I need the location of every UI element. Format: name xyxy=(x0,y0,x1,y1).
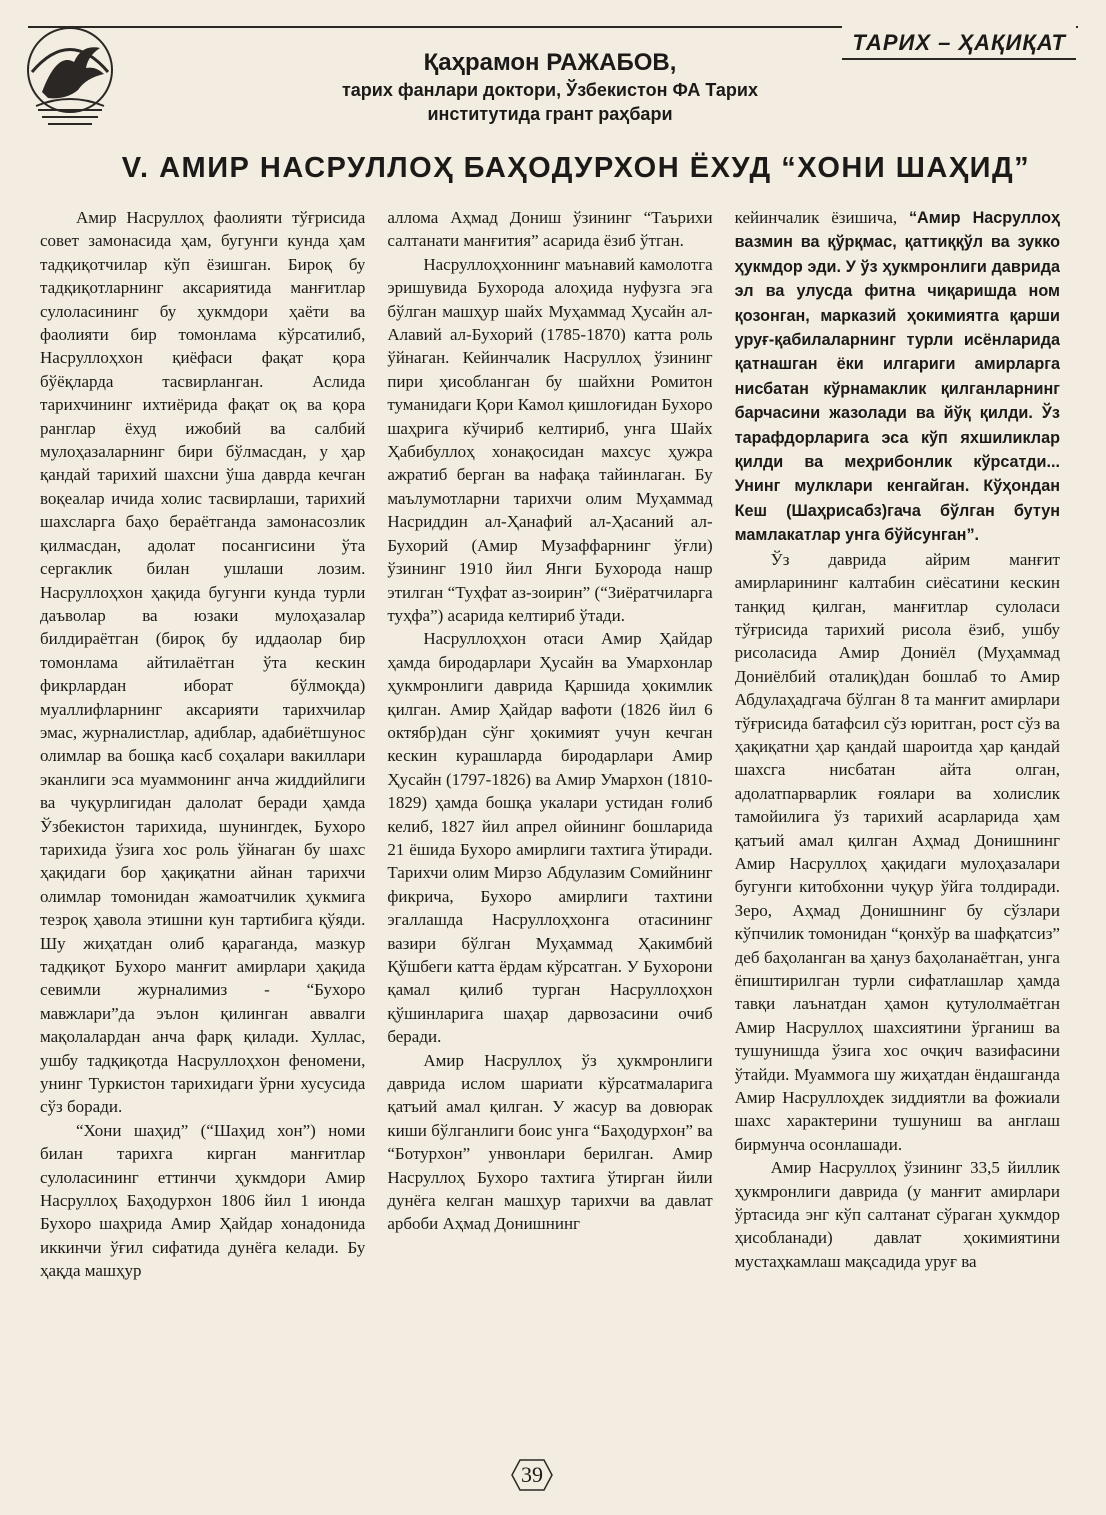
column-2 xyxy=(387,206,712,1456)
author-name: Қаҳрамон РАЖАБОВ, xyxy=(423,49,677,76)
paragraph: “Хони шаҳид” (“Шаҳид хон”) номи билан тарихга кирган манғитлар сулоласининг еттинчи ҳукмдори Амир Насруллоҳ Баҳодурхон 1806 йил 1 июнда Бухоро шаҳрида Амир Ҳайдар хонадонида иккинчи ўғил сифатида дунёга келади. Бу ҳақда машҳур xyxy=(40,1120,366,1281)
page-number xyxy=(510,1458,554,1492)
byline xyxy=(150,48,950,126)
page-number-text: 39 xyxy=(521,1462,543,1487)
quote-bold: “Амир Насруллоҳ вазмин ва қўрқмас, қаттиққўл ва зукко ҳукмдор эди. У ўз ҳукмронлиги даврида эл ва улусда фитна чиқаришда ном қозонган, марказий ҳокимиятга қарши уруғ-қабилаларнинг турли исёнларида қатнашган ёки илгариги амирларга нисбатан кўрнамаклик қилганларнинг барчасини жазолади ва йўқ қилди. Ўз тарафдорларига эса кўп яхшиликлар қилди ва меҳрибонлик кўрсатди... Унинг мулклари кенгайган. Кўҳондан Кеш (Шаҳрисабз)гача бўлган бутун мамлакатлар унга бўйсунган”. xyxy=(734,209,1060,545)
author-title-line-1: тарих фанлари доктори, Ўзбекистон ФА Тарих xyxy=(341,80,758,100)
section-tag: ТАРИХ – ҲАҚИҚАТ xyxy=(842,26,1076,60)
paragraph: аллома Аҳмад Дониш ўзининг “Таърихи салтанати манғития” асарида ёзиб ўтган. xyxy=(387,208,713,251)
paragraph: Насруллоҳхон отаси Амир Ҳайдар ҳамда биродарлари Ҳусайн ва Умархонлар ҳукмронлиги даврида Қаршида ҳокимлик қилган. Амир Ҳайдар вафоти (1826 йил 6 октябр)дан сўнг ҳокимият учун кечган кескин курашларда биродарлари Амир Ҳусайн (1797-1826) ва Амир Умархон (1810-1829) ҳамда бошқа укалари устидан ғолиб келиб, 1827 йил апрел ойининг бошларида 21 ёшида Бухоро амирлиги тахтига ўтиради. Тарихчи олим Мирзо Абдулазим Сомийнинг фикрича, Бухоро амирлиги тахтини эгаллашда Насруллоҳхонга отасининг вазири бўлган Муҳаммад Ҳакимбий Қўшбеги катта ёрдам кўрсатган. У Бухорони қамал қилиб турган Насруллоҳхон қўшинларига шаҳар дарвозасини очиб беради. xyxy=(387,629,713,1047)
paragraph xyxy=(735,206,1060,548)
paragraph: Амир Насруллоҳ ўз ҳукмронлиги даврида ислом шариати кўрсатмаларига қатъий амал қилган. У жасур ва довюрак киши бўлганлиги боис унга “Баҳодурхон” ва “Ботурхон” унвонлари берилган. Амир Насруллоҳ Бухоро тахтига ўтирган йили дунёга келган машҳур тарихчи ва давлат арбоби Аҳмад Донишнинг xyxy=(387,1050,713,1234)
bird-emblem-icon xyxy=(22,22,118,134)
paragraph-lead: кейинчалик ёзишича, xyxy=(734,208,898,227)
article-columns xyxy=(40,206,1060,1456)
article-headline: V. АМИР НАСРУЛЛОҲ БАҲОДУРХОН ЁХУД “ХОНИ ШАҲИД” xyxy=(121,152,1031,184)
paragraph: Насруллоҳхоннинг маънавий камолотга эришувида Бухорода алоҳида нуфузга эга бўлган машҳур шайх Муҳаммад Ҳусайн ал-Алавий ал-Бухорий (1785-1870) катта роль ўйнаган. Кейинчалик Насруллоҳ ўзининг пири ҳисобланган бу шайхни Ромитон туманидаги Қори Камол қишлоғидан Бухоро шаҳрига кўчириб келтириб, унга Шайх Ҳабибуллоҳ хонақосидан махсус ҳужра ажратиб берган ва нафақа тайинлаган. Бу маълумотларни тарихчи олим Муҳаммад Насриддин ал-Ҳанафий ал-Ҳасаний ал-Бухорий (Амир Музаффарнинг ўғли) ўзининг 1910 йил Янги Бухорода нашр этилган “Туҳфат аз-зоирин” (“Зиёратчиларга туҳфа”) асарида келтириб ўтади. xyxy=(387,254,713,625)
column-1 xyxy=(40,206,365,1456)
author-title-line-2: институтида грант раҳбари xyxy=(427,104,673,124)
column-3 xyxy=(735,206,1060,1456)
paragraph: Амир Насруллоҳ ўзининг 33,5 йиллик ҳукмронлиги даврида (у манғит амирлари ўртасида энг кўп салтанат сўраган ҳукмдор ҳисобланади) давлат ҳокимиятини мустаҳкамлаш мақсадида уруғ ва xyxy=(734,1158,1060,1271)
paragraph: Ўз даврида айрим манғит амирларининг калтабин сиёсатини кескин танқид қилган, манғитлар сулоласи тўғрисида тарихий рисола ёзиб, ушбу рисоласида Амир Дониёл (Муҳаммад Дониёлбий оталиқ)дан бошлаб то Амир Абдулаҳадгача бўлган 8 та манғит амирлари тўғрисида батафсил сўз юритган, рост сўз ва ҳақиқатни ҳар қандай шароитда ҳар қандай шахсга нисбатан айта олган, адолатпарварлик ғоялари ва холислик тамойилига ўз тарихий асарларида ҳам қатъий амал қилган Аҳмад Донишнинг Амир Насруллоҳ ҳақидаги мулоҳазалари бугунги китобхонни чуқур ўйга толдиради. Зеро, Аҳмад Донишнинг бу сўзлари кўпчилик томонидан “қонхўр ва шафқатсиз” деб баҳоланган ва ҳануз баҳоланаётган, унга ёпиштирилган турли сифатлашлар ҳамда тавқи лаънатдан ҳамон қутулолмаётган Амир Насруллоҳ шахсиятини ўрганиш ва тушунишда ўзига хос очқич вазифасини ўтайди. Муаммога шу жиҳатдан ёндашганда Амир Насруллоҳдек зиддиятли ва фожиали шахс характерини тушуниш ва англаш бирмунча осонлашади. xyxy=(734,549,1060,1154)
paragraph: Амир Насруллоҳ фаолияти тўғрисида совет замонасида ҳам, бугунги кунда ҳам тадқиқотчилар кўп ёзишган. Бироқ бу тадқиқотларнинг аксариятида манғитлар сулоласининг бу ҳукмдори ҳаёти ва фаолияти бир томонлама кўрсатилиб, Насруллоҳхон қиёфаси фақат қора бўёқларда тасвирланган. Аслида тарихчининг ихтиёрида фақат оқ ва қора ранглар ёхуд ижобий ва салбий мулоҳазаларнинг бири бўлмасдан, у ҳар қандай тарихий шахсни ўша даврда кечган воқеалар ичида холис тасвирлаши, тарихий шахсларга баҳо бераётганда замонасозлик қилмасдан, адолат посангисини ўта сергаклик билан ушлаши лозим. Насруллоҳхон ҳақида бугунги кунда турли даъволар ва юзаки мулоҳазалар билдираётган (бироқ бу иддаолар бир томонлама айтилаётган ўта кескин фикрлардан иборат бўлмоқда) муаллифларнинг аксарияти тарихчилар эмас, журналистлар, адиблар, адабиётшунос олимлар ва бошқа касб соҳалари вакиллари эканлиги эса муаммонинг анча жиддийлиги ва чуқурлигидан далолат беради ҳамда Ўзбекистон тарихида, шунингдек, Бухоро тарихида ўзига хос роль ўйнаган бу шахс ҳақидаги бор ҳақиқатни айнан тарихчи олимлар томонидан жамоатчилик ҳукмига тезроқ ҳавола этишни кун тартибига қўяди. Шу жиҳатдан олиб қараганда, мазкур тадқиқот Бухоро манғит амирлари ҳақида севимли журналимиз - “Бухоро мавжлари”да эълон қилинган аввалги мақолалардан анча фарқ қилади. Хуллас, ушбу тадқиқотда Насруллоҳхон феномени, унинг Туркистон тарихидаги ўрни хусусида сўз боради. xyxy=(40,208,366,1117)
